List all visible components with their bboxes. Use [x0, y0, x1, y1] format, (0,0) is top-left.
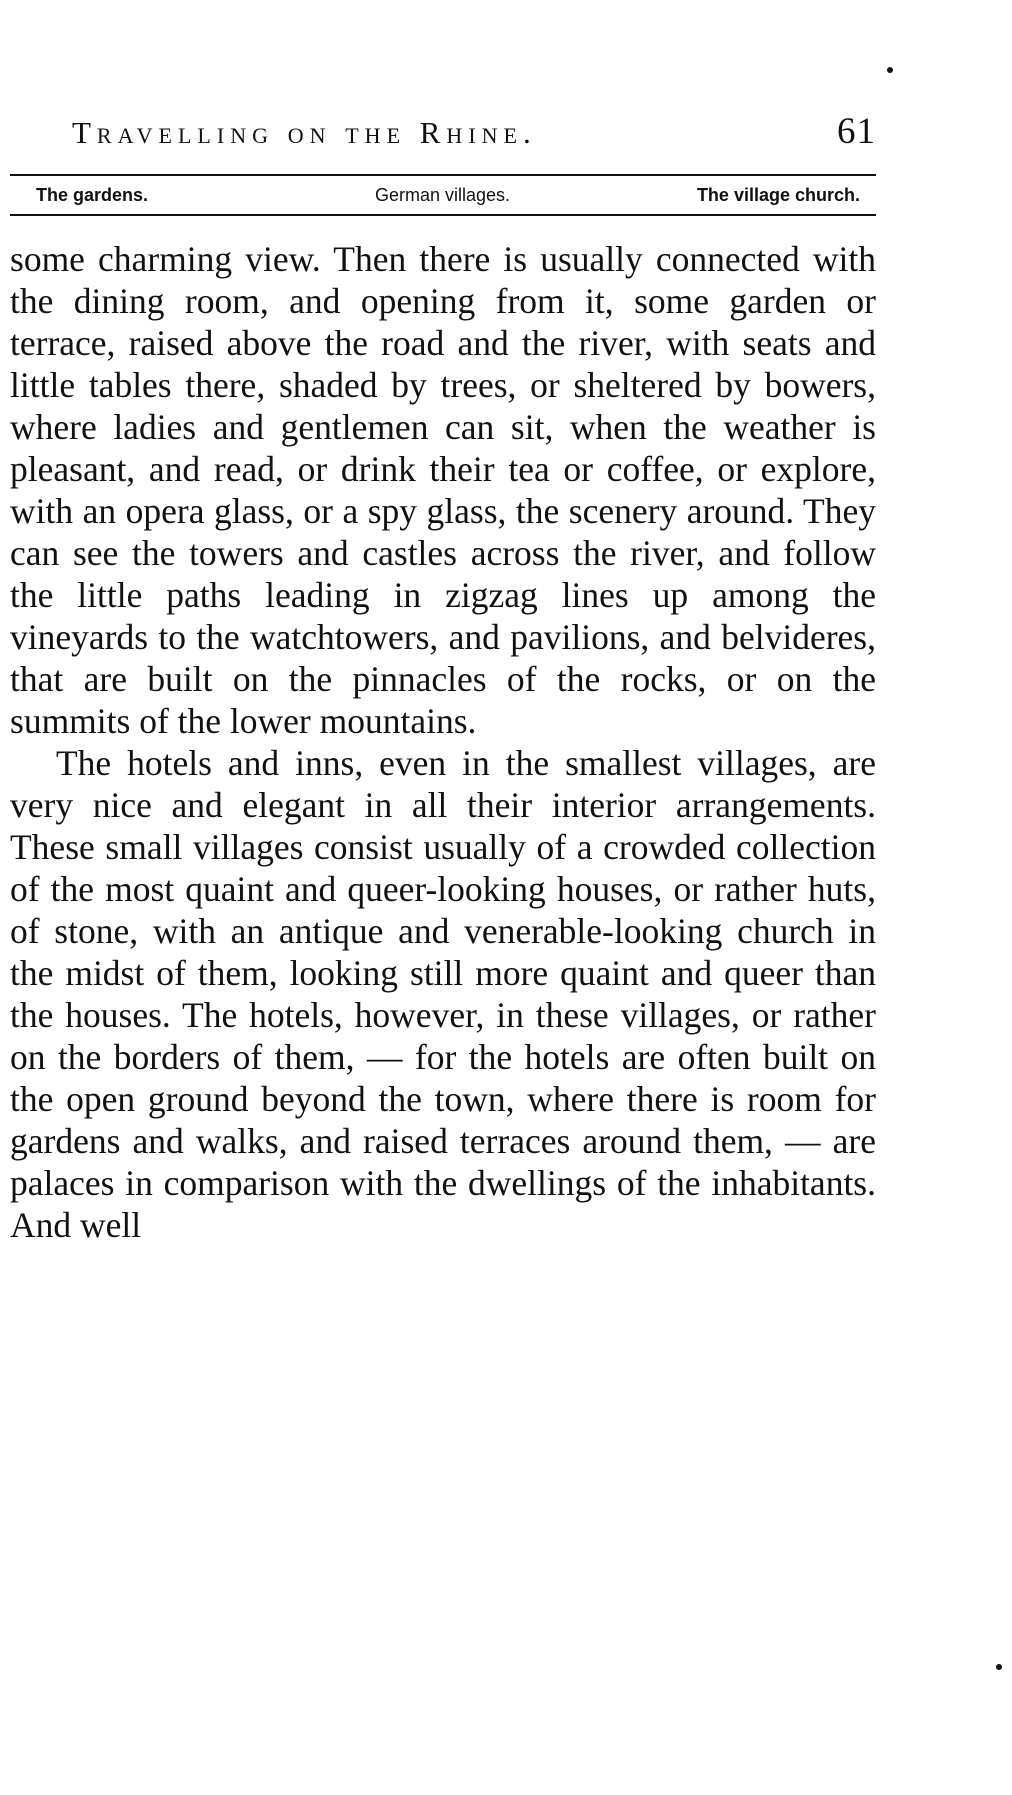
marginal-subheads	[10, 176, 876, 214]
header-rule-bottom	[10, 214, 876, 216]
running-head	[10, 110, 876, 160]
paragraph: The hotels and inns, even in the smallest villages, are very nice and elegant in all their interior arrangements. These small villages consist usually of a crowded collection of the most quaint and queer-looking houses, or rather huts, of stone, with an antique and venerable-looking church in the midst of them, looking still more quaint and queer than the houses. The hotels, however, in these villages, or rather on the borders of them, — for the hotels are often built on the open ground beyond the town, where there is room for gardens and walks, and raised terraces around them, — are palaces in comparison with the dwellings of the inhabitants. And well	[10, 743, 876, 1245]
book-page	[10, 110, 876, 1246]
subhead-left: The gardens.	[36, 184, 149, 205]
subhead-right: The village church.	[696, 184, 860, 205]
body-text	[10, 238, 876, 1246]
paragraph: some charming view. Then there is usually connected with the dining room, and opening from it, some garden or terrace, raised above the road and the river, with seats and little tables there, shaded by trees, or sheltered by bowers, where ladies and gentlemen can sit, when the weather is pleasant, and read, or drink their tea or coffee, or explore, with an opera glass, or a spy glass, the scenery around. They can see the towers and castles across the river, and follow the little paths leading in zigzag lines up among the vineyards to the watchtowers, and pavilions, and belvideres, that are built on the pinnacles of the rocks, or on the summits of the lower mountains.	[10, 239, 876, 741]
running-title: Travelling on the Rhine.	[72, 115, 537, 150]
subhead-center: German villages.	[374, 184, 511, 205]
ink-speck	[996, 1664, 1002, 1670]
page-number: 61	[837, 111, 876, 152]
ink-speck	[887, 67, 893, 73]
